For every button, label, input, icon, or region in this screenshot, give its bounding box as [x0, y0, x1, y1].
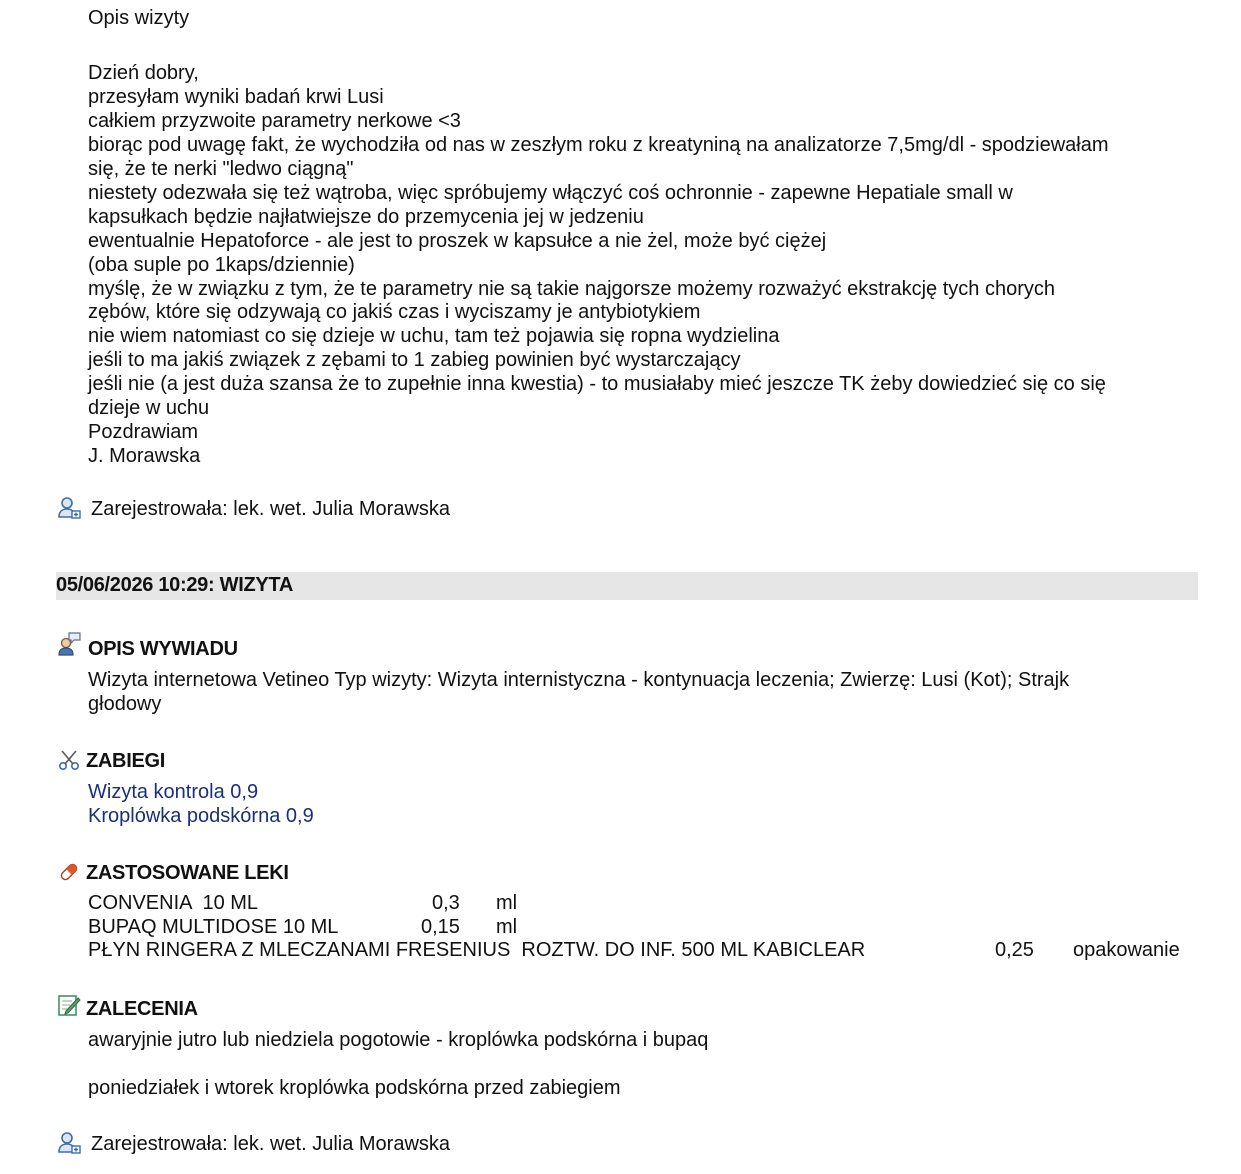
pill-capsule-icon — [57, 860, 81, 884]
scissors-icon — [57, 748, 81, 772]
drug-qty: 0,25 — [995, 939, 1034, 961]
message-line: nie wiem natomiast co się dzieje w uchu, tam też pojawia się ropna wydzielina — [88, 325, 780, 347]
drug-unit: opakowanie — [1073, 939, 1180, 961]
procedures-title: ZABIEGI — [86, 750, 166, 772]
message-line: całkiem przyzwoite parametry nerkowe <3 — [88, 110, 461, 132]
message-line: zębów, które się odzywają co jakiś czas i wyciszamy je antybiotykiem — [88, 301, 701, 323]
message-line: Pozdrawiam — [88, 421, 199, 443]
interview-title: OPIS WYWIADU — [88, 638, 238, 660]
recommendation-line: poniedziałek i wtorek kroplówka podskórna przed zabiegiem — [88, 1077, 621, 1099]
notepad-pencil-icon — [57, 993, 81, 1017]
message-line: (oba suple po 1kaps/dziennie) — [88, 254, 355, 276]
drug-unit: ml — [496, 892, 518, 914]
drug-qty: 0,3 — [432, 892, 460, 914]
message-line: Dzień dobry, — [88, 62, 199, 84]
recommendations-title: ZALECENIA — [86, 998, 198, 1020]
message-line: dzieje w uchu — [88, 397, 210, 419]
procedure-item[interactable]: Wizyta kontrola 0,9 — [88, 781, 259, 803]
message-line: ewentualnie Hepatoforce - ale jest to proszek w kapsułce a nie żel, może być ciężej — [88, 230, 827, 252]
message-line: biorąc pod uwagę fakt, że wychodziła od nas w zeszłym roku z kreatyniną na analizatorze 7,5mg/dl - spodziewałam — [88, 134, 1109, 156]
message-line: jeśli nie (a jest duża szansa że to zupełnie inna kwestia) - to musiałaby mieć jeszcze TK żeby dowiedzieć się co się — [88, 373, 1106, 395]
user-doctor-icon — [57, 496, 81, 520]
interview-line: Wizyta internetowa Vetineo Typ wizyty: Wizyta internistyczna - kontynuacja leczenia; Zwierzę: Lusi (Kot); Strajk — [88, 669, 1070, 691]
recommendation-line: awaryjnie jutro lub niedziela pogotowie - kroplówka podskórna i bupaq — [88, 1029, 709, 1051]
drug-name: BUPAQ MULTIDOSE 10 ML — [88, 916, 339, 938]
registered-by: Zarejestrowała: lek. wet. Julia Morawska — [91, 1133, 451, 1155]
interview-line: głodowy — [88, 693, 162, 715]
message-line: się, że te nerki "ledwo ciągną" — [88, 158, 354, 180]
person-speech-icon — [57, 632, 81, 656]
registered-by: Zarejestrowała: lek. wet. Julia Morawska — [91, 498, 451, 520]
drug-unit: ml — [496, 916, 518, 938]
drugs-title: ZASTOSOWANE LEKI — [86, 862, 289, 884]
drug-qty: 0,15 — [421, 916, 460, 938]
message-line: przesyłam wyniki badań krwi Lusi — [88, 86, 384, 108]
message-line: jeśli to ma jakiś związek z zębami to 1 zabieg powinien być wystarczający — [88, 349, 741, 371]
visit-header-title: 05/06/2026 10:29: WIZYTA — [56, 574, 293, 596]
message-line: J. Morawska — [88, 445, 201, 467]
procedure-item[interactable]: Kroplówka podskórna 0,9 — [88, 805, 314, 827]
visit-header — [56, 572, 1198, 600]
user-doctor-icon — [57, 1131, 81, 1155]
message-line: kapsułkach będzie najłatwiejsze do przemycenia jej w jedzeniu — [88, 206, 644, 228]
message-line: myślę, że w związku z tym, że te parametry nie są takie najgorsze możemy rozważyć ekstrakcję tych chorych — [88, 278, 1055, 300]
drug-name: PŁYN RINGERA Z MLECZANAMI FRESENIUS ROZTW. DO INF. 500 ML KABICLEAR — [88, 939, 866, 961]
drug-name: CONVENIA 10 ML — [88, 892, 259, 914]
message-line: niestety odezwała się też wątroba, więc spróbujemy włączyć coś ochronnie - zapewne Hepatiale small w — [88, 182, 1013, 204]
visit-description-label: Opis wizyty — [88, 7, 190, 29]
